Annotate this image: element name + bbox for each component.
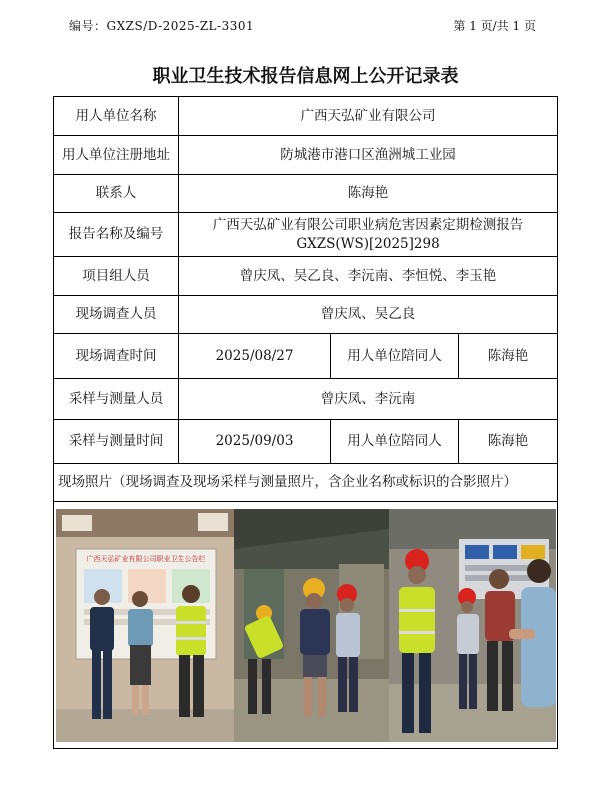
row-team	[54, 257, 558, 296]
value-team: 曾庆凤、吴乙良、李沅南、李恒悦、李玉艳	[179, 257, 558, 296]
row-photos	[54, 502, 558, 749]
row-report	[54, 213, 558, 257]
row-photo-caption	[54, 464, 558, 502]
row-contact	[54, 175, 558, 213]
value-survey-time: 2025/08/27	[179, 334, 331, 379]
value-employer-address: 防城港市港口区渔洲城工业园	[179, 136, 558, 175]
photo-group-notice-board	[56, 509, 234, 742]
label-employer-name: 用人单位名称	[54, 97, 179, 136]
label-team: 项目组人员	[54, 257, 179, 296]
label-survey-companion: 用人单位陪同人	[331, 334, 459, 379]
photo-workshop-survey	[234, 509, 389, 742]
document-number: 编号：GXZS/D-2025-ZL-3301	[69, 19, 255, 33]
row-sampling-time	[54, 420, 558, 464]
row-survey-time	[54, 334, 558, 379]
notice-board-title: 广西天弘矿业有限公司职业卫生公告栏	[86, 555, 206, 563]
photo-caption: 现场照片（现场调查及现场采样与测量照片，含企业名称或标识的合影照片）	[54, 464, 558, 502]
value-sampling-time: 2025/09/03	[179, 420, 331, 464]
label-report: 报告名称及编号	[54, 213, 179, 257]
row-employer-name	[54, 97, 558, 136]
photo-strip	[54, 502, 558, 748]
record-table	[53, 96, 558, 749]
report-name: 广西天弘矿业有限公司职业病危害因素定期检测报告	[212, 216, 524, 233]
label-employer-address: 用人单位注册地址	[54, 136, 179, 175]
value-sampling-companion: 陈海艳	[459, 420, 558, 464]
photo-cell	[54, 502, 558, 749]
label-sampling-staff: 采样与测量人员	[54, 379, 179, 420]
value-survey-staff: 曾庆凤、吴乙良	[179, 296, 558, 334]
page-indicator: 第 1 页/共 1 页	[453, 19, 536, 33]
row-sampling-staff	[54, 379, 558, 420]
document-title: 职业卫生技术报告信息网上公开记录表	[152, 66, 459, 87]
row-employer-address	[54, 136, 558, 175]
report-number: GXZS(WS)[2025]298	[296, 235, 440, 252]
label-survey-staff: 现场调查人员	[54, 296, 179, 334]
value-survey-companion: 陈海艳	[459, 334, 558, 379]
value-employer-name: 广西天弘矿业有限公司	[179, 97, 558, 136]
value-report	[179, 213, 558, 257]
value-contact: 陈海艳	[179, 175, 558, 213]
label-sampling-companion: 用人单位陪同人	[331, 420, 459, 464]
photo-workshop-sampling	[389, 509, 556, 742]
label-sampling-time: 采样与测量时间	[54, 420, 179, 464]
row-survey-staff	[54, 296, 558, 334]
label-contact: 联系人	[54, 175, 179, 213]
value-sampling-staff: 曾庆凤、李沅南	[179, 379, 558, 420]
label-survey-time: 现场调查时间	[54, 334, 179, 379]
